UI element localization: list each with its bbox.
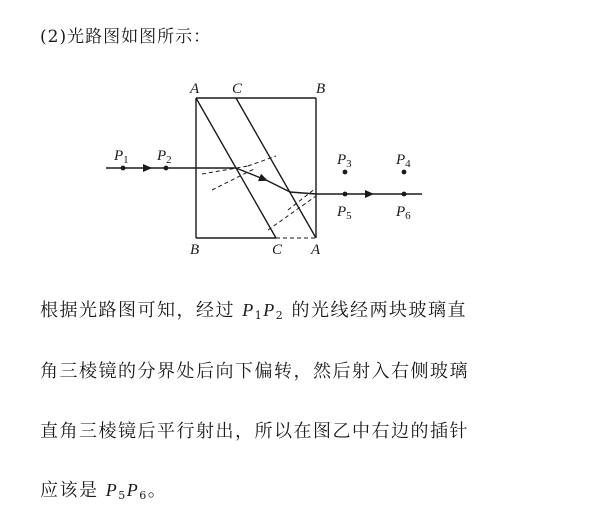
pin-p3 — [343, 170, 348, 175]
label-bottom-c: C — [272, 242, 283, 258]
label-top-a: A — [190, 81, 200, 97]
pin-p1 — [121, 166, 126, 171]
label-p2: $P_2$ — [157, 148, 172, 166]
paragraph-line-1: 根据光路图可知，经过 P1P2 的光线经两块玻璃直 — [40, 300, 467, 322]
pin-p6 — [402, 192, 407, 197]
label-top-c: C — [232, 81, 243, 97]
label-bottom-b: B — [190, 242, 200, 258]
label-p5: $P_5$ — [337, 204, 352, 222]
paragraph-line-2: 角三棱镜的分界处后向下偏转，然后射入右侧玻璃 — [40, 361, 469, 382]
label-p4: $P_4$ — [396, 152, 411, 170]
paragraph-line-3: 直角三棱镜后平行射出，所以在图乙中右边的插针 — [40, 421, 469, 442]
section-heading: (2)光路图如图所示： — [40, 27, 212, 47]
pins — [121, 166, 407, 197]
label-p3: $P_3$ — [337, 152, 352, 170]
diagonal-c-a — [236, 98, 316, 238]
pin-p5 — [343, 192, 348, 197]
paragraph-line-4: 应该是 P5P6。 — [40, 480, 168, 502]
label-bottom-a: A — [311, 242, 321, 258]
label-p6: $P_6$ — [396, 204, 411, 222]
label-top-b: B — [316, 81, 326, 97]
pin-p2 — [164, 166, 169, 171]
label-p1: $P_1$ — [114, 148, 129, 166]
pin-p4 — [402, 170, 407, 175]
light-ray — [106, 168, 422, 194]
